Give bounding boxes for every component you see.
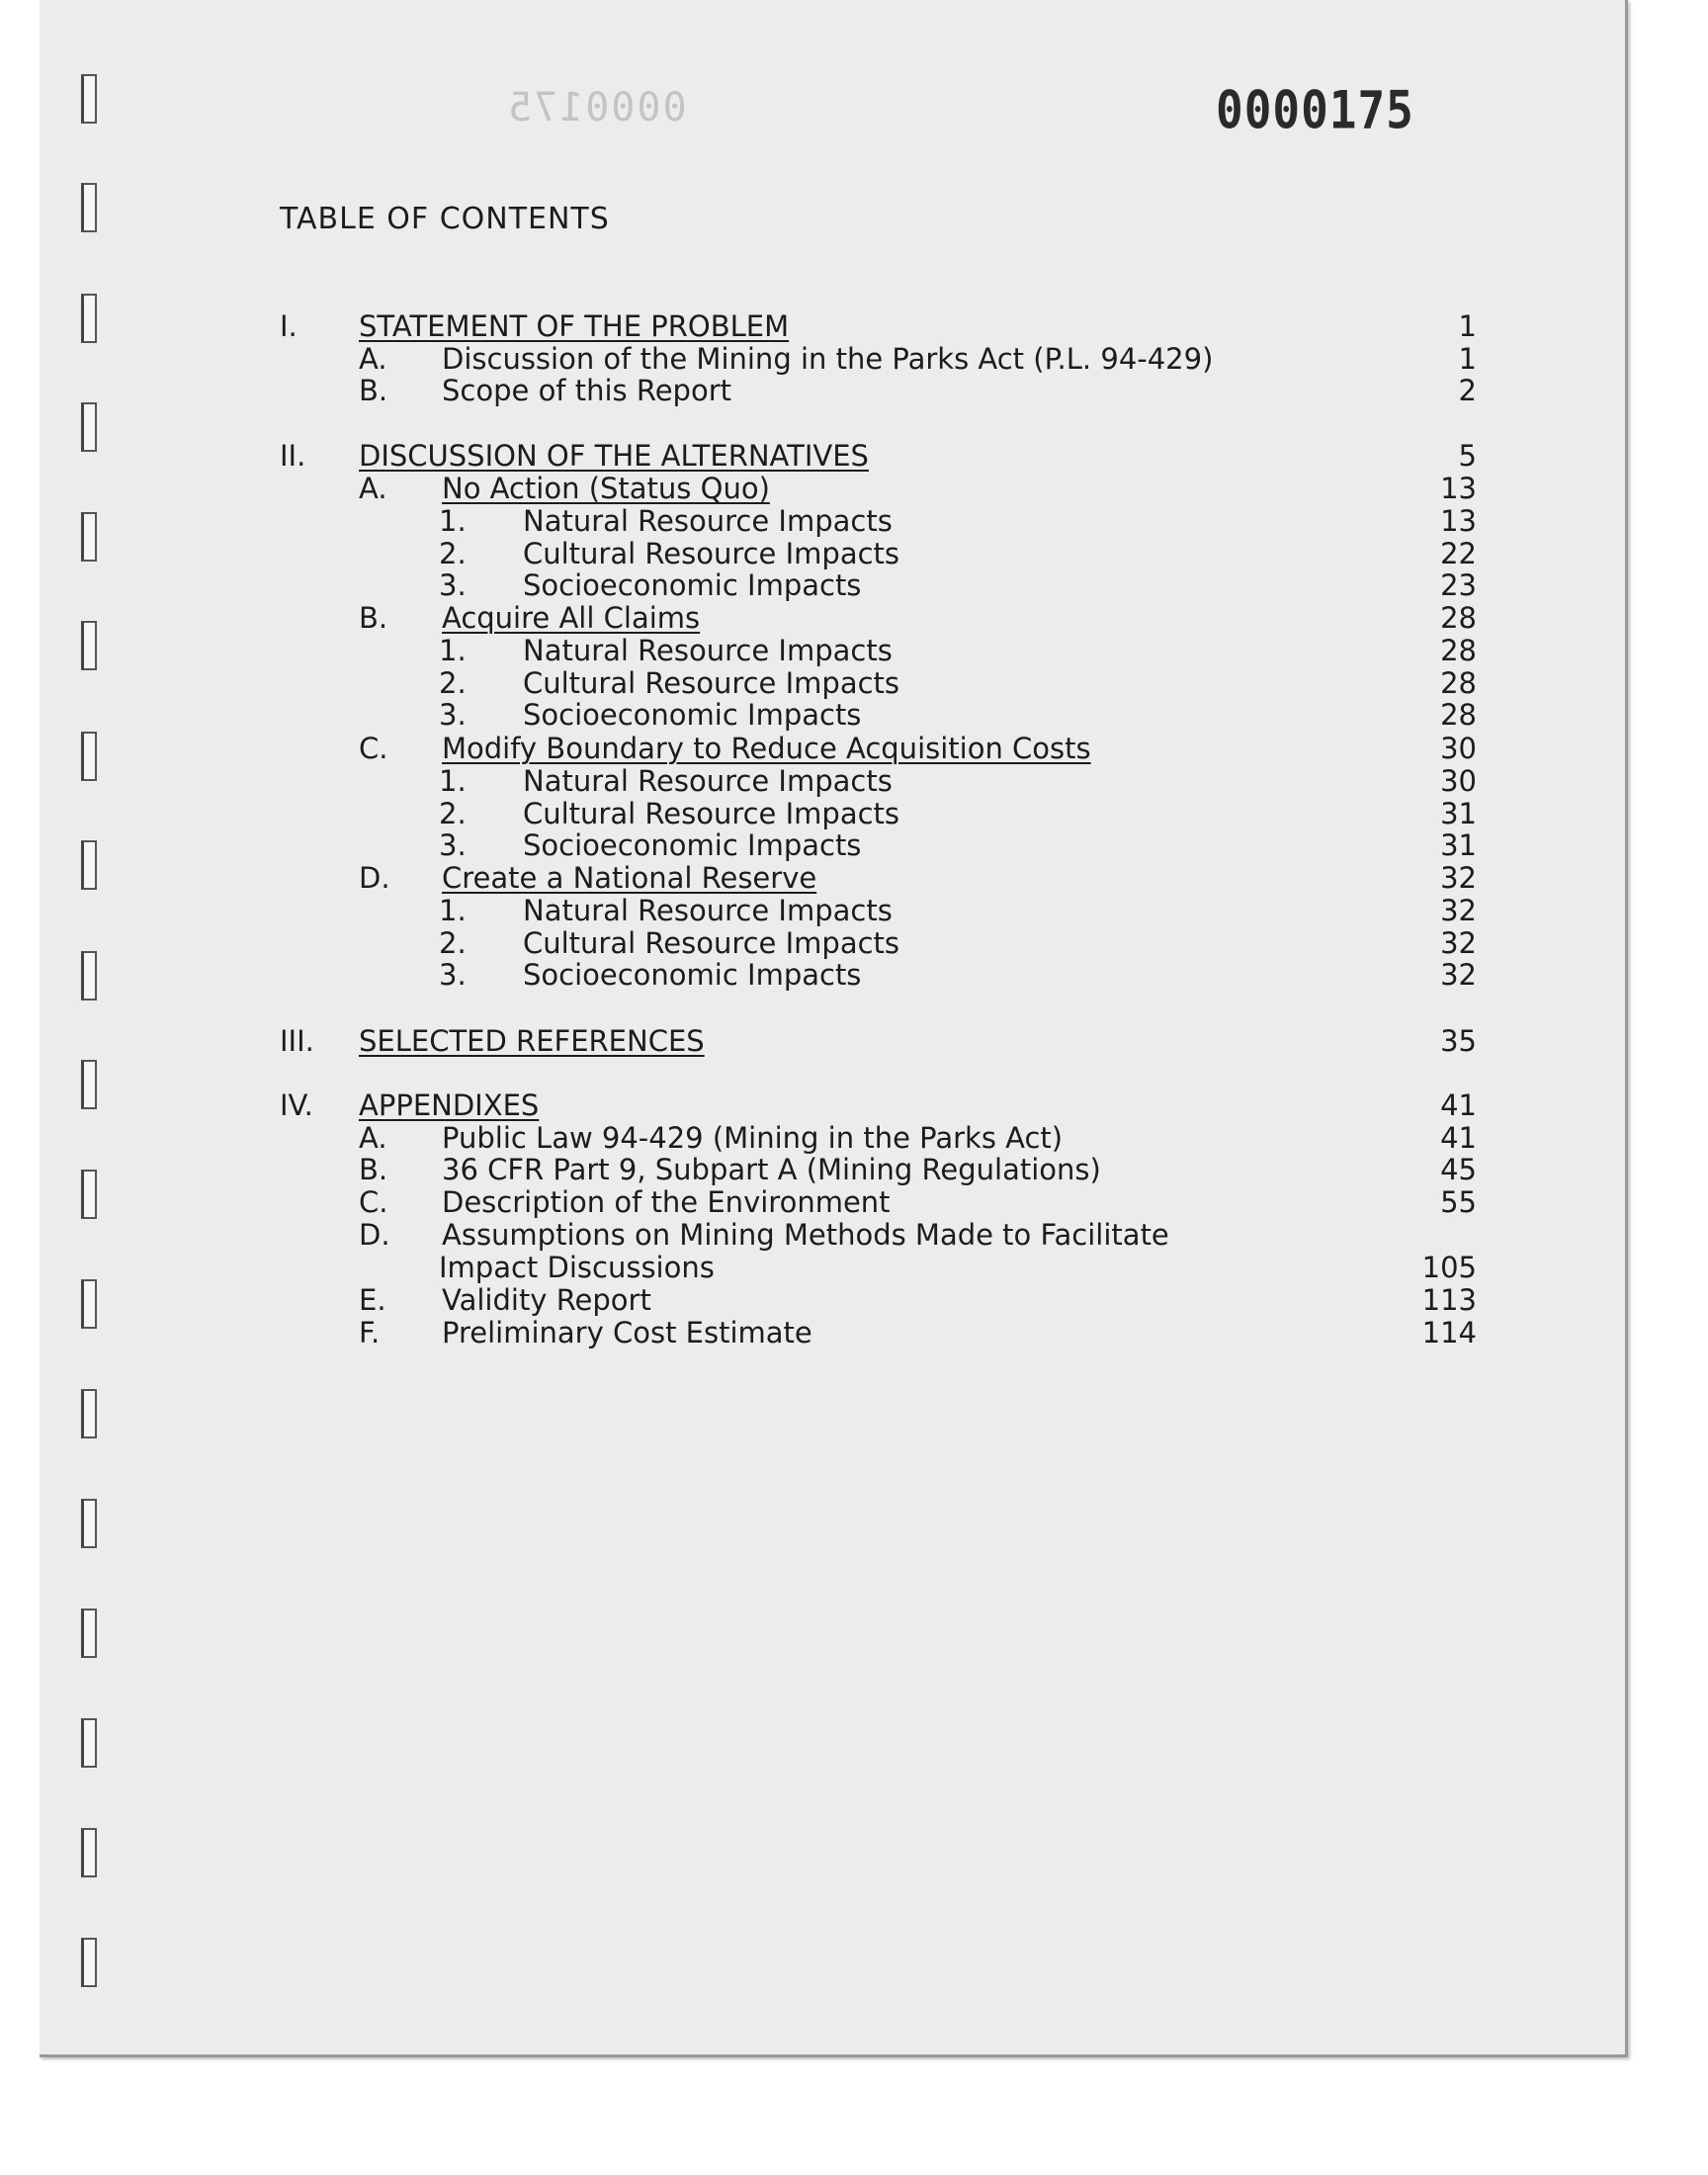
toc-entry-page: 41 xyxy=(1440,1121,1477,1155)
toc-entry-title: Socioeconomic Impacts xyxy=(523,698,862,732)
toc-entry-title: Cultural Resource Impacts xyxy=(523,537,900,570)
toc-entry-title: Cultural Resource Impacts xyxy=(523,666,900,700)
toc-entry-title: Natural Resource Impacts xyxy=(523,894,893,927)
toc-entry-number: 2. xyxy=(439,666,467,700)
toc-entry-number: 3. xyxy=(439,828,467,862)
toc-entry xyxy=(0,601,1477,633)
toc-entry-page: 1 xyxy=(1458,309,1477,343)
toc-entry-title: APPENDIXES xyxy=(359,1088,540,1122)
toc-entry-page: 32 xyxy=(1440,958,1477,992)
toc-entry xyxy=(0,732,1477,763)
toc-entry-page: 23 xyxy=(1440,568,1477,602)
toc-entry-number: E. xyxy=(359,1283,386,1317)
binder-hole xyxy=(81,1938,97,1987)
toc-entry-page: 5 xyxy=(1458,439,1477,473)
binder-hole xyxy=(81,183,97,232)
toc-entry-title: STATEMENT OF THE PROBLEM xyxy=(359,309,790,343)
toc-entry-number: A. xyxy=(359,342,387,376)
toc-entry xyxy=(0,861,1477,893)
toc-entry-number: 2. xyxy=(439,926,467,960)
faint-bleed-through-number: 0000175 xyxy=(506,85,687,130)
toc-entry-number: 1. xyxy=(439,894,467,927)
toc-entry-title: Create a National Reserve xyxy=(442,861,817,895)
binder-hole xyxy=(81,1718,97,1768)
toc-entry-page: 28 xyxy=(1440,666,1477,700)
toc-entry-title: Assumptions on Mining Methods Made to Facilitate xyxy=(442,1218,1169,1252)
toc-entry-number: B. xyxy=(359,1153,388,1186)
toc-entry xyxy=(0,1283,1477,1315)
toc-entry-number: B. xyxy=(359,601,388,635)
binder-hole xyxy=(81,1389,97,1438)
toc-entry-page: 32 xyxy=(1440,926,1477,960)
toc-entry xyxy=(0,504,1477,536)
toc-entry-title: Socioeconomic Impacts xyxy=(523,568,862,602)
toc-entry xyxy=(0,828,1477,860)
toc-entry-number: D. xyxy=(359,1218,390,1252)
toc-entry xyxy=(0,958,1477,990)
toc-entry-number: 2. xyxy=(439,537,467,570)
toc-entry-page: 30 xyxy=(1440,764,1477,798)
toc-entry-number: D. xyxy=(359,861,390,895)
toc-entry-page: 41 xyxy=(1440,1088,1477,1122)
toc-entry-number: IV. xyxy=(280,1088,313,1122)
toc-title: TABLE OF CONTENTS xyxy=(280,202,610,236)
toc-entry xyxy=(0,1153,1477,1184)
toc-entry-page: 113 xyxy=(1421,1283,1477,1317)
toc-entry-title: No Action (Status Quo) xyxy=(442,472,770,505)
toc-entry xyxy=(0,1251,1477,1282)
toc-entry-number: B. xyxy=(359,374,388,407)
toc-entry-number: I. xyxy=(280,309,298,343)
toc-entry-number: 3. xyxy=(439,568,467,602)
binder-hole xyxy=(81,1609,97,1658)
toc-entry xyxy=(0,374,1477,405)
toc-entry-title: Impact Discussions xyxy=(439,1251,715,1284)
toc-entry xyxy=(0,568,1477,600)
toc-entry-number: II. xyxy=(280,439,306,473)
toc-entry xyxy=(0,342,1477,374)
toc-entry xyxy=(0,1218,1477,1250)
toc-entry-page: 31 xyxy=(1440,828,1477,862)
toc-entry-page: 32 xyxy=(1440,861,1477,895)
toc-entry xyxy=(0,764,1477,796)
toc-entry-number: C. xyxy=(359,1185,388,1219)
toc-entry xyxy=(0,894,1477,925)
toc-entry-page: 55 xyxy=(1440,1185,1477,1219)
toc-entry-page: 13 xyxy=(1440,472,1477,505)
binder-hole xyxy=(81,74,97,124)
toc-entry-number: 1. xyxy=(439,634,467,667)
toc-entry xyxy=(0,634,1477,665)
toc-entry-title: 36 CFR Part 9, Subpart A (Mining Regulations) xyxy=(442,1153,1101,1186)
toc-entry-title: Socioeconomic Impacts xyxy=(523,828,862,862)
toc-entry-title: SELECTED REFERENCES xyxy=(359,1024,705,1058)
toc-entry xyxy=(0,1316,1477,1348)
toc-entry-number: 1. xyxy=(439,764,467,798)
toc-entry-title: Natural Resource Impacts xyxy=(523,764,893,798)
toc-entry xyxy=(0,1088,1477,1120)
toc-entry-page: 45 xyxy=(1440,1153,1477,1186)
toc-entry-title: Description of the Environment xyxy=(442,1185,891,1219)
toc-entry xyxy=(0,439,1477,471)
toc-entry-number: 3. xyxy=(439,698,467,732)
toc-entry-number: 1. xyxy=(439,504,467,538)
toc-entry xyxy=(0,797,1477,828)
toc-entry-page: 105 xyxy=(1421,1251,1477,1284)
toc-entry-title: Natural Resource Impacts xyxy=(523,504,893,538)
toc-entry xyxy=(0,537,1477,568)
toc-entry-title: DISCUSSION OF THE ALTERNATIVES xyxy=(359,439,869,473)
toc-entry-title: Public Law 94-429 (Mining in the Parks Act) xyxy=(442,1121,1064,1155)
toc-entry xyxy=(0,1185,1477,1217)
toc-entry-number: III. xyxy=(280,1024,314,1058)
binder-hole xyxy=(81,1828,97,1877)
toc-entry-page: 35 xyxy=(1440,1024,1477,1058)
toc-entry-title: Socioeconomic Impacts xyxy=(523,958,862,992)
toc-entry-page: 1 xyxy=(1458,342,1477,376)
toc-entry-page: 13 xyxy=(1440,504,1477,538)
toc-entry-title: Cultural Resource Impacts xyxy=(523,926,900,960)
toc-entry xyxy=(0,698,1477,730)
toc-entry xyxy=(0,1121,1477,1153)
toc-entry xyxy=(0,309,1477,341)
toc-entry-number: A. xyxy=(359,1121,387,1155)
toc-entry-page: 32 xyxy=(1440,894,1477,927)
toc-entry-page: 22 xyxy=(1440,537,1477,570)
document-stamp-number: 0000175 xyxy=(1216,78,1414,141)
toc-entry-page: 28 xyxy=(1440,601,1477,635)
toc-entry-title: Cultural Resource Impacts xyxy=(523,797,900,830)
toc-entry xyxy=(0,472,1477,503)
toc-entry-title: Scope of this Report xyxy=(442,374,732,407)
toc-entry-page: 31 xyxy=(1440,797,1477,830)
toc-entry-number: A. xyxy=(359,472,387,505)
toc-entry-page: 114 xyxy=(1421,1316,1477,1349)
toc-entry-page: 28 xyxy=(1440,698,1477,732)
toc-entry-title: Acquire All Claims xyxy=(442,601,701,635)
binder-hole xyxy=(81,1499,97,1548)
toc-entry-page: 30 xyxy=(1440,732,1477,765)
toc-entry-number: 3. xyxy=(439,958,467,992)
toc-entry-page: 28 xyxy=(1440,634,1477,667)
toc-entry-title: Modify Boundary to Reduce Acquisition Costs xyxy=(442,732,1091,765)
toc-entry-number: C. xyxy=(359,732,388,765)
toc-entry-number: F. xyxy=(359,1316,381,1349)
toc-entry xyxy=(0,1024,1477,1056)
toc-entry-title: Validity Report xyxy=(442,1283,651,1317)
toc-entry-page: 2 xyxy=(1458,374,1477,407)
toc-entry xyxy=(0,926,1477,958)
toc-entry-title: Discussion of the Mining in the Parks Act (P.L. 94-429) xyxy=(442,342,1214,376)
toc-entry-number: 2. xyxy=(439,797,467,830)
toc-entry xyxy=(0,666,1477,698)
toc-entry-title: Preliminary Cost Estimate xyxy=(442,1316,812,1349)
toc-entry-title: Natural Resource Impacts xyxy=(523,634,893,667)
